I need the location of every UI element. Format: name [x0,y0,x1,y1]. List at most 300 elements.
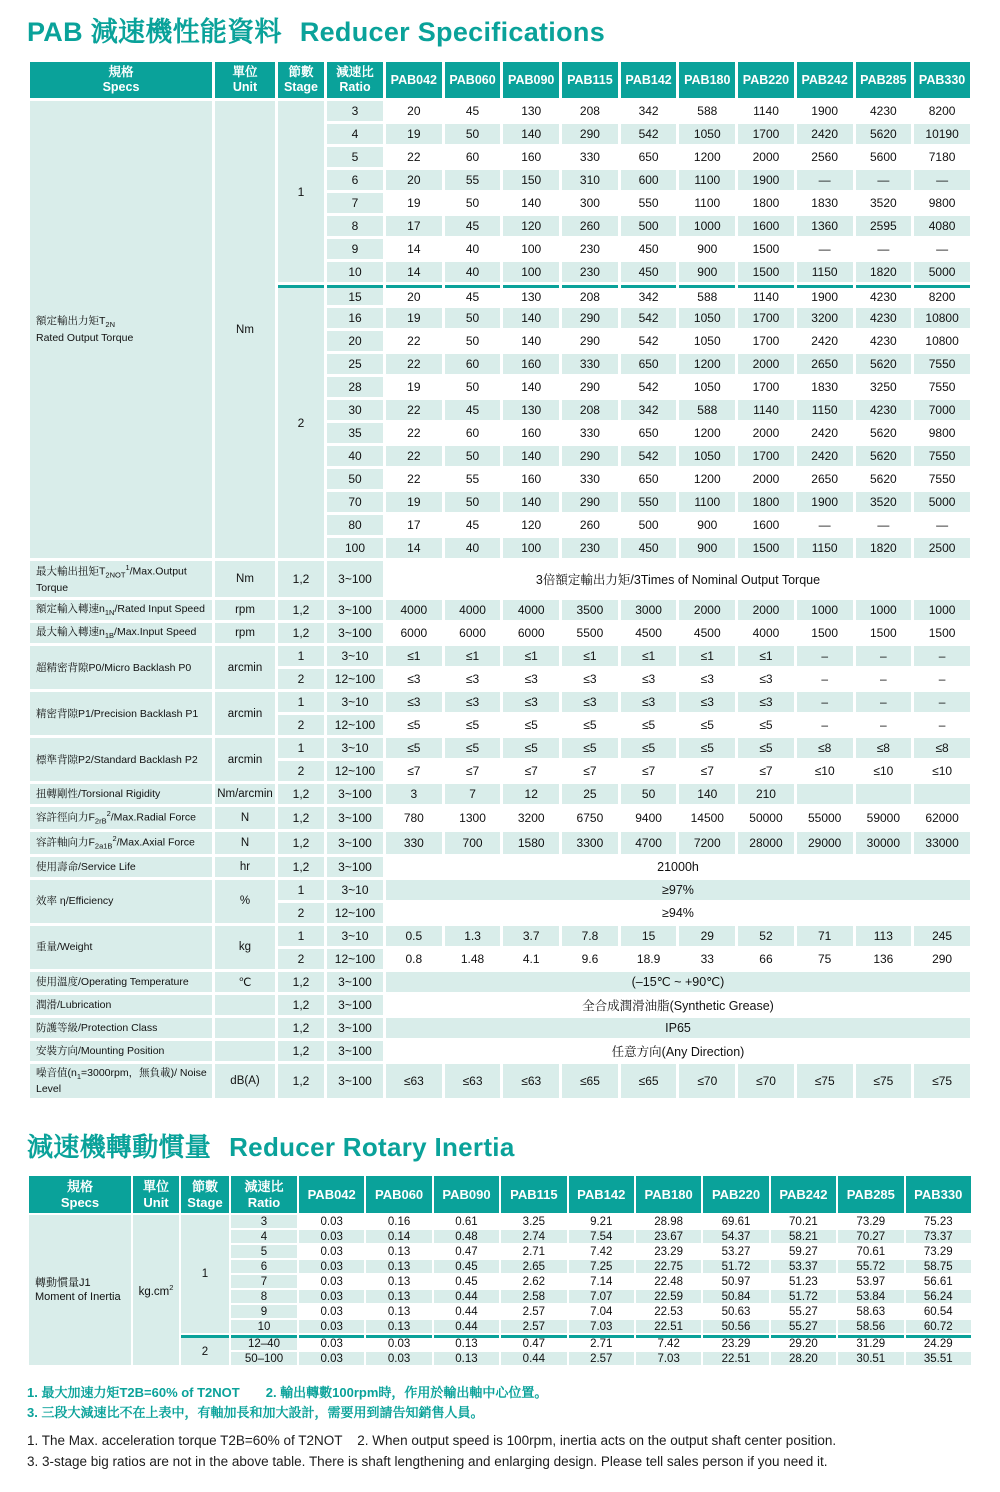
value-cell: 70.61 [856,1245,886,1258]
value-cell: 0.13 [366,1320,431,1333]
value-cell: 1800 [738,492,794,512]
stage-cell: 1,2 [278,600,324,620]
value-cell: 51.72 [771,1290,836,1303]
unit-cell: N [215,807,275,829]
value-cell: 290 [562,124,618,144]
value-cell: 50 [445,124,501,144]
value-cell: 58.63 [856,1305,886,1318]
value-cell: ≤63 [445,1064,501,1098]
value-cell: 588 [697,104,718,118]
value-cell: 1000 [914,600,970,620]
value-cell [914,784,970,804]
value-cell: 113 [856,926,912,946]
value-cell: 29000 [797,832,853,854]
ratio-cell: 16 [327,308,383,328]
value-cell: 1830 [811,196,838,210]
value-cell: ≤8 [914,738,970,758]
stage-header: 節數 Stage [181,1176,229,1213]
value-cell: 2.57 [569,1352,634,1365]
spec-label: 最大輸入轉速$n_{1B}/Max.Input$ Speed [30,623,212,643]
value-cell: ≤63 [386,1064,442,1098]
value-cell: 330 [386,832,442,854]
value-cell: 550 [638,196,659,210]
unit-cell: Nm/arcmin [215,784,275,804]
value-cell: 1140 [753,104,779,118]
value-cell: ≤1 [679,646,735,666]
value-cell: 2.62 [522,1275,546,1288]
merged-value-cell: IP65 [386,1018,970,1038]
value-cell: 0.03 [320,1305,343,1318]
value-cell: 5000 [914,492,970,512]
value-cell: 19 [407,196,421,210]
stage-cell: 2 [278,285,324,558]
value-cell: 75.23 [923,1215,953,1228]
value-cell: 22 [386,400,442,420]
value-cell: ≤5 [445,738,501,758]
value-cell: ≤7 [407,764,421,779]
value-cell: 23.67 [636,1230,701,1243]
ratio-cell: 9 [231,1305,297,1318]
value-cell: 140 [503,446,559,466]
value-cell: – [914,646,970,666]
stage-cell: 1 [278,692,324,712]
value-cell: – [880,672,887,687]
value-cell: 7.54 [569,1230,634,1243]
unit-header: 單位 Unit [215,62,275,98]
value-cell: 4080 [914,216,970,236]
value-cell: 342 [638,104,659,118]
unit-cell: ℃ [215,972,275,992]
value-cell: 30.51 [838,1352,903,1365]
table-row [30,1018,970,1038]
value-cell: 208 [562,400,618,420]
value-cell: 2.58 [501,1290,566,1303]
model-header: PAB115 [562,62,618,98]
value-cell: 29.20 [771,1335,836,1350]
value-cell: ≤70 [679,1064,735,1098]
model-header: PAB242 [771,1176,836,1213]
value-cell: 0.03 [299,1335,364,1350]
value-cell: 45 [465,104,480,118]
value-cell: 55 [465,472,480,486]
table-row [30,784,970,804]
value-cell: — [818,518,831,532]
value-cell: — [936,242,949,256]
stage-cell: 2 [278,949,324,969]
value-cell: 900 [697,242,718,256]
model-header: PAB242 [797,62,853,98]
spec-label: 額定輸出力矩$T_{2N}$ Rated Output Torque [30,101,212,558]
spec-label: 效率 η/Efficiency [30,880,212,923]
value-cell: 20 [386,170,442,190]
value-cell: 54.37 [703,1230,768,1243]
value-cell: 58.21 [771,1230,836,1243]
value-cell: 55 [445,170,501,190]
value-cell: 0.03 [320,1275,343,1288]
value-cell: 75 [817,951,832,966]
value-cell: 0.13 [387,1245,411,1258]
value-cell: 7.04 [590,1305,613,1318]
model-header: PAB060 [445,62,501,98]
value-cell: 3 [386,784,442,804]
value-cell: 7550 [928,380,956,394]
value-cell: 10190 [914,124,970,144]
unit-cell: % [215,880,275,923]
ratio-cell: 40 [327,446,383,466]
value-cell: ≤7 [524,764,538,779]
value-cell: 40 [465,242,480,256]
ratio-cell: 35 [327,423,383,443]
model-header: PAB330 [914,62,970,98]
value-cell: 0.13 [387,1275,411,1288]
ratio-cell: 12~100 [327,903,383,923]
value-cell: 25 [562,784,618,804]
ratio-cell: 3~100 [327,1064,383,1098]
value-cell: 290 [579,380,600,394]
value-cell: — [856,170,912,190]
value-cell: 60 [445,354,501,374]
unit-cell: dB(A) [215,1064,275,1098]
value-cell: 2000 [752,426,780,440]
value-cell: ≤3 [445,692,501,712]
model-header: PAB060 [366,1176,431,1213]
footnote-en-1: 1. The Max. acceleration torque T2B=60% of T2NOT 2. When output speed is 100rpm, inertia acts on the output shaft center position. [27,1433,837,1449]
value-cell: ≤7 [700,764,714,779]
ratio-cell: 3~10 [327,646,383,666]
value-cell: 1700 [738,124,794,144]
value-cell: 35.51 [906,1352,971,1365]
value-cell: ≤1 [738,646,794,666]
value-cell: 7.8 [562,926,618,946]
value-cell: 550 [621,492,677,512]
value-cell: 500 [621,216,677,236]
footnote-en-2: 3. 3-stage big ratios are not in the above table. There is shaft lengthening and enlarging design. Please tell sales person if you need it. [27,1453,828,1469]
ratio-cell: 6 [327,170,383,190]
value-cell: 22 [407,472,421,486]
value-cell: 245 [914,926,970,946]
value-cell: 17 [386,216,442,236]
value-cell: ≤5 [641,718,656,733]
value-cell: 0.13 [366,1290,431,1303]
value-cell: 50.97 [721,1275,751,1288]
value-cell: 28.20 [771,1352,836,1365]
ratio-cell: 50 [327,469,383,489]
value-cell: 342 [621,285,677,305]
value-cell: ≤3 [503,692,559,712]
value-cell: 140 [503,308,559,328]
value-cell: 588 [679,400,735,420]
value-cell: 300 [579,196,600,210]
value-cell: 4230 [856,400,912,420]
value-cell: 8200 [928,104,956,118]
value-cell: 22 [386,354,442,374]
value-cell: 5620 [856,354,912,374]
value-cell: 50 [465,334,480,348]
value-cell: ≤5 [700,718,714,733]
value-cell: 55.27 [789,1305,818,1318]
value-cell: 1200 [693,426,721,440]
ratio-cell: 6 [231,1260,297,1273]
value-cell: ≤3 [700,672,714,687]
value-cell: 136 [873,951,894,966]
value-cell: 2000 [679,600,735,620]
merged-value-cell: 全合成潤滑油脂(Synthetic Grease) [582,998,774,1013]
value-cell: 5620 [856,124,912,144]
value-cell: 160 [521,426,542,440]
merged-value-cell: ≥97% [386,880,970,900]
value-cell: 2000 [752,472,780,486]
value-cell: — [936,518,949,532]
stage-cell: 1,2 [278,972,324,992]
value-cell: ≤3 [641,672,656,687]
value-cell: 53.84 [838,1290,903,1303]
value-cell: 69.61 [721,1215,751,1228]
table-row [30,1041,970,1061]
value-cell: 290 [579,334,600,348]
value-cell: – [797,692,853,712]
unit-cell: arcmin [215,738,275,781]
value-cell: 1580 [503,832,559,854]
stage-cell: 1 [278,880,324,900]
value-cell: 3500 [562,600,618,620]
unit-cell [215,1018,275,1038]
value-cell [856,784,912,804]
ratio-cell: 3~100 [327,1018,383,1038]
ratio-cell: 100 [327,538,383,558]
unit-cell: kg [215,926,275,969]
unit-cell: $kg.cm^2$ [133,1215,179,1365]
value-cell: 4700 [621,832,677,854]
value-cell: 0.03 [320,1215,343,1228]
value-cell: 19 [386,308,442,328]
value-cell: 53.37 [771,1260,836,1273]
value-cell: 50 [445,308,501,328]
value-cell: ≤3 [562,692,618,712]
value-cell: ≤75 [797,1064,853,1098]
value-cell: 2.74 [501,1230,566,1243]
value-cell: ≤75 [914,1064,970,1098]
value-cell: 2650 [811,472,838,486]
value-cell: 9.21 [590,1215,613,1228]
value-cell: 50.84 [703,1290,768,1303]
table-row [30,1064,970,1098]
value-cell: – [914,692,970,712]
value-cell: 1200 [679,354,735,374]
value-cell: 50.63 [721,1305,751,1318]
value-cell: 60.54 [923,1305,953,1318]
stage-cell: 1,2 [278,1064,324,1098]
value-cell: 0.16 [387,1215,411,1228]
table-row [30,857,970,877]
value-cell: 73.37 [906,1230,971,1243]
value-cell: 7.03 [569,1320,634,1333]
value-cell: ≤3 [621,692,677,712]
value-cell: 160 [521,150,542,164]
value-cell: 56.24 [906,1290,971,1303]
value-cell: 1360 [797,216,853,236]
value-cell: 3000 [621,600,677,620]
value-cell: 500 [638,518,659,532]
unit-cell [215,1041,275,1061]
value-cell: 28000 [738,832,794,854]
value-cell: 2420 [797,446,853,466]
value-cell: 1700 [738,446,794,466]
stage-cell: 1,2 [278,561,324,597]
value-cell: 20 [407,104,421,118]
table-row [30,738,970,758]
value-cell: – [938,672,946,687]
value-cell: ≤3 [407,672,421,687]
value-cell: – [821,672,828,687]
value-cell: 330 [579,472,600,486]
value-cell: 53.97 [856,1275,886,1288]
value-cell: 140 [503,124,559,144]
value-cell: ≤5 [759,718,773,733]
ratio-cell: 3~10 [327,692,383,712]
ratio-cell: 3~100 [327,807,383,829]
ratio-cell: 3~100 [327,972,383,992]
value-cell: 100 [521,242,542,256]
value-cell: 4000 [503,600,559,620]
value-cell: 0.03 [366,1352,431,1365]
ratio-cell: 12~100 [327,715,383,735]
value-cell: 1140 [738,285,794,305]
value-cell: 2420 [797,124,853,144]
value-cell: 22.51 [703,1352,768,1365]
value-cell: 0.8 [405,951,423,966]
value-cell: 6000 [400,626,428,641]
value-cell: 50 [465,380,480,394]
value-cell: 2500 [914,538,970,558]
value-cell: ≤7 [641,764,656,779]
stage-cell: 1,2 [278,1041,324,1061]
header-row [29,1176,971,1213]
value-cell: 3300 [562,832,618,854]
value-cell: 2000 [752,150,780,164]
value-cell: ≤3 [679,692,735,712]
ratio-cell: 12–40 [231,1335,297,1350]
value-cell: 53.27 [721,1245,751,1258]
value-cell: 140 [521,196,542,210]
value-cell: 23.29 [654,1245,684,1258]
spec-label: 最大輸出扭矩$T_{2NOT}^1/Max.Output$ Torque [30,561,212,597]
value-cell: 5600 [869,150,897,164]
spec-title-zh: PAB 減速機性能資料 [27,17,282,47]
value-cell: 60.72 [906,1320,971,1333]
ratio-cell: 4 [327,124,383,144]
value-cell: 14 [407,242,421,256]
value-cell: 290 [562,446,618,466]
spec-title [27,10,973,49]
value-cell: 14500 [690,811,724,826]
stage-cell: 1 [181,1215,229,1333]
ratio-cell: 3 [231,1215,297,1228]
value-cell: 588 [679,285,735,305]
value-cell: 8200 [914,285,970,305]
value-cell: 2.71 [522,1245,546,1258]
value-cell: 1150 [797,262,853,282]
ratio-cell: 3~100 [327,995,383,1015]
value-cell: 7550 [928,472,956,486]
value-cell: 50 [621,784,677,804]
value-cell: 542 [638,380,659,394]
value-cell: 7.42 [636,1335,701,1350]
unit-cell: hr [215,857,275,877]
specs-header: 規格 Specs [29,1176,131,1213]
value-cell: 2420 [811,426,838,440]
value-cell: 1050 [679,308,735,328]
value-cell: 4230 [869,104,897,118]
value-cell: 62000 [925,811,959,826]
value-cell: 0.13 [366,1260,431,1273]
value-cell: 100 [503,538,559,558]
value-cell: 19 [386,492,442,512]
value-cell: 19 [407,380,421,394]
value-cell: ≤75 [856,1064,912,1098]
value-cell: 1900 [797,285,853,305]
value-cell: 140 [503,492,559,512]
ratio-cell: 12~100 [327,761,383,781]
value-cell: 1100 [679,492,735,512]
value-cell: 3.7 [503,926,559,946]
value-cell: 330 [579,150,600,164]
value-cell: 650 [638,426,659,440]
value-cell: 0.61 [455,1215,478,1228]
merged-value-cell: ≥94% [662,905,694,920]
value-cell: 1500 [811,626,838,641]
model-header: PAB180 [679,62,735,98]
merged-value-cell: (–15℃ ~ +90℃) [386,972,970,992]
value-cell: 0.03 [299,1230,364,1243]
value-cell: ≤3 [465,672,480,687]
value-cell: 10800 [914,308,970,328]
value-cell: — [877,518,890,532]
ratio-cell: 3 [327,101,383,121]
value-cell: 0.45 [434,1260,499,1273]
value-cell: ≤5 [583,718,597,733]
ratio-cell: 7 [231,1275,297,1288]
ratio-cell: 9 [327,239,383,259]
value-cell: 650 [638,472,659,486]
stage-cell: 2 [278,715,324,735]
table-row [30,995,970,1015]
value-cell: 60 [465,150,480,164]
value-cell: 290 [562,492,618,512]
value-cell: 1820 [856,538,912,558]
value-cell: ≤1 [445,646,501,666]
ratio-cell: 15 [327,285,383,305]
value-cell: 50 [445,446,501,466]
value-cell: 0.44 [455,1305,478,1318]
ratio-cell: 28 [327,377,383,397]
value-cell: 0.03 [320,1245,343,1258]
ratio-header: 減速比 Ratio [327,62,383,98]
value-cell: 130 [503,400,559,420]
spec-label: 扭轉剛性/Torsional Rigidity [30,784,212,804]
spec-label: 超精密背隙P0/Micro Backlash P0 [30,646,212,689]
ratio-cell: 20 [327,331,383,351]
ratio-cell: 3~100 [327,600,383,620]
ratio-cell: 8 [231,1290,297,1303]
value-cell: 0.48 [434,1230,499,1243]
unit-cell [215,995,275,1015]
value-cell: 9800 [928,426,956,440]
value-cell: – [856,646,912,666]
value-cell: 3520 [856,492,912,512]
ratio-cell: 3~10 [327,738,383,758]
model-header: PAB142 [621,62,677,98]
value-cell: 1050 [679,124,735,144]
